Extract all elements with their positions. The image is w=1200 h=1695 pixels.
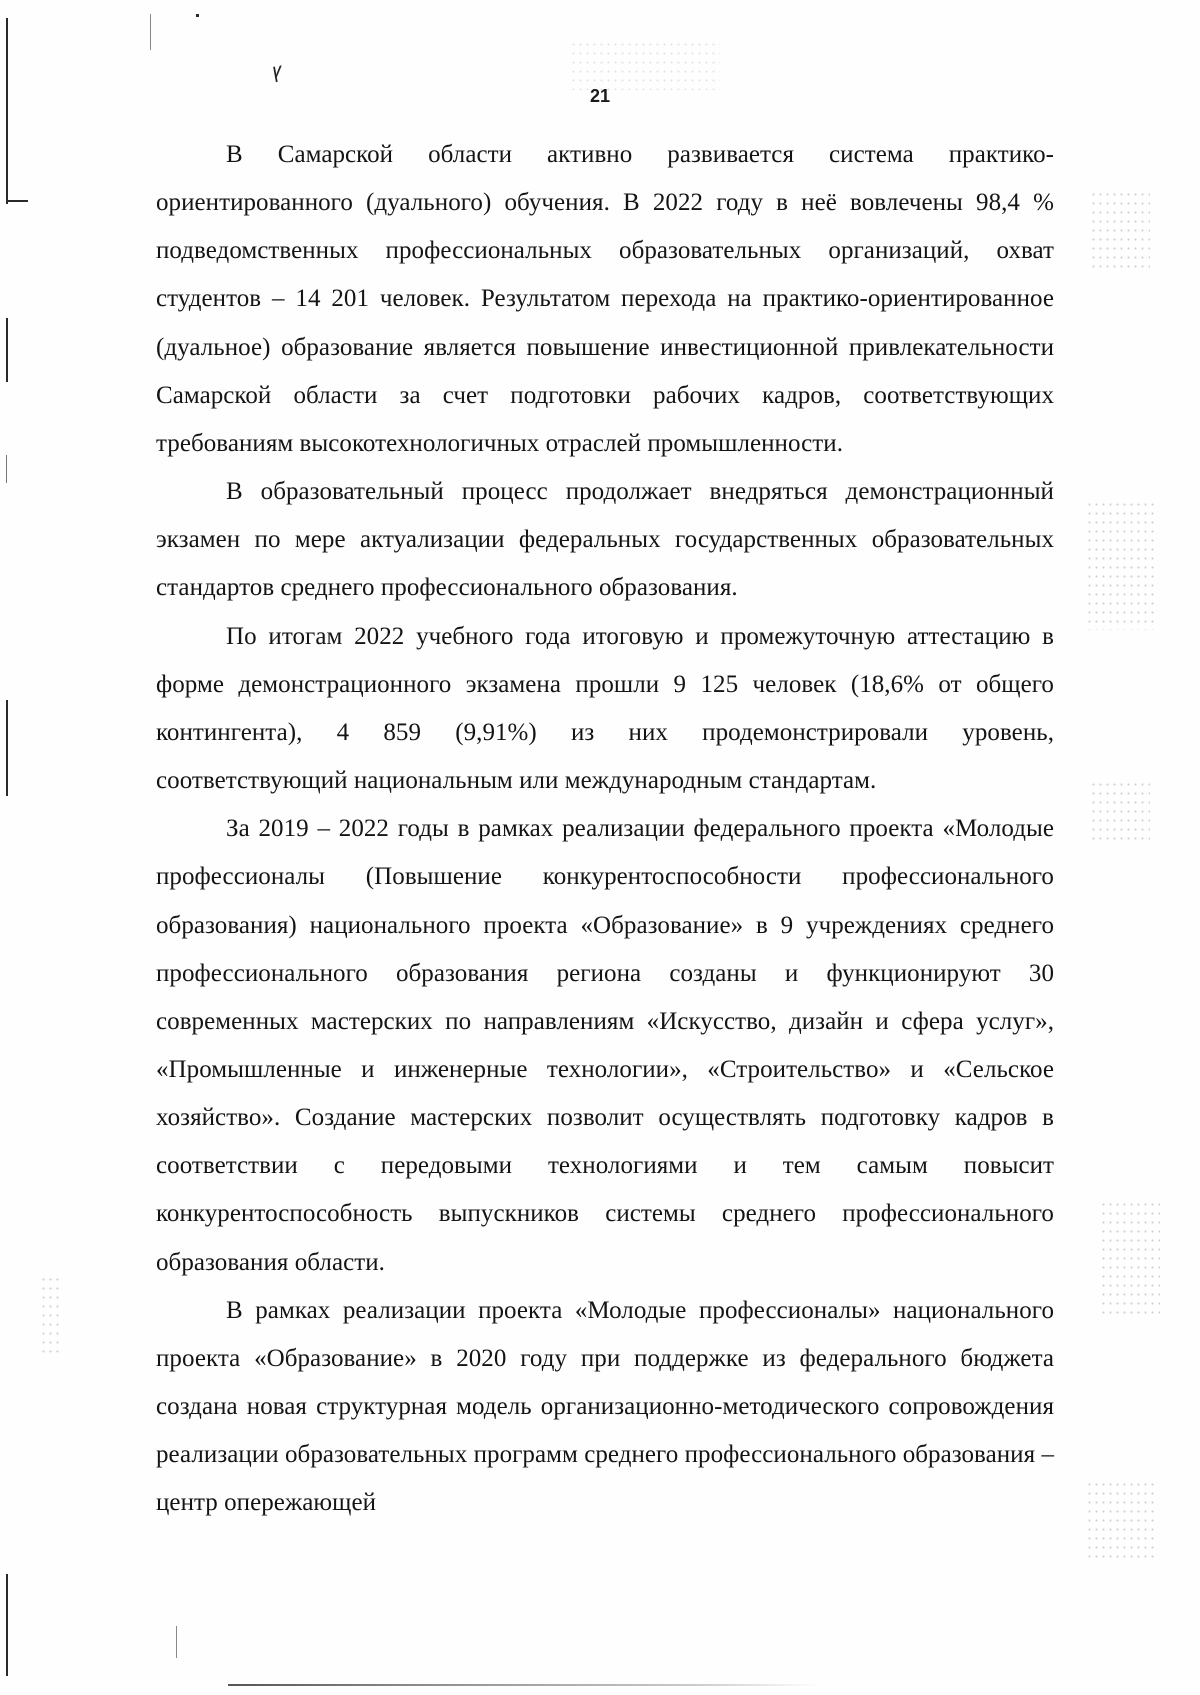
scan-noise <box>40 1275 60 1355</box>
scan-noise <box>1090 780 1150 840</box>
paragraph-demo-exam: В образовательный процесс продолжает внедряться демонстрационный экзамен по мере актуализации федеральных государственных образовательных стандартов среднего профессионального образования. <box>156 478 1054 602</box>
scan-edge-mark <box>150 14 151 50</box>
scan-edge-mark <box>6 318 8 382</box>
scan-edge-mark <box>6 200 28 202</box>
scan-noise <box>570 40 720 90</box>
paragraph-dual-education: В Самарской области активно развивается система практико-ориентированного (дуального) обучения. В 2022 году в неё вовлечены 98,4 % подведомственных профессиональных образовательных организаций, охват студентов – 14 201 человек. Результатом перехода на практико-ориентированное (дуальное) образование является повышение инвестиционной привлекательности Самарской области за счет подготовки рабочих кадров, соответствующих требованиям высокотехнологичных отраслей промышленности. <box>156 141 1054 457</box>
scan-speck <box>196 14 199 17</box>
page-number: 21 <box>589 86 611 106</box>
scan-bottom-smudge <box>228 1684 818 1686</box>
paragraph-exam-results: По итогам 2022 учебного года итоговую и промежуточную аттестацию в форме демонстрационного экзамена прошли 9 125 человек (18,6% от общего контингента), 4 859 (9,91%) из них продемонстрировали уровень, соответствующий национальным или международным стандартам. <box>156 622 1054 795</box>
scan-edge-mark <box>6 18 8 204</box>
scan-noise <box>1090 190 1150 270</box>
paragraph-structural-model: В рамках реализации проекта «Молодые профессионалы» национального проекта «Образование» в 2020 году при поддержке из федерального бюджета создана новая структурная модель организационно-методического сопровождения реализации образовательных программ среднего профессионального образования – центр опережающей <box>156 1296 1054 1517</box>
paragraph-workshops: За 2019 – 2022 годы в рамках реализации федерального проекта «Молодые профессионалы (Повышение конкурентоспособности профессионального образования) национального проекта «Образование» в 9 учреждениях среднего профессионального образования региона созданы и функционируют 30 современных мастерских по направлениям «Искусство, дизайн и сфера услуг», «Промышленные и инженерные технологии», «Строительство» и «Сельское хозяйство». Создание мастерских позволит осуществлять подготовку кадров в соответствии с передовыми технологиями и тем самым повысит конкурентоспособность выпускников системы среднего профессионального образования области. <box>156 815 1054 1276</box>
scan-edge-mark <box>6 455 7 483</box>
scan-noise <box>1100 1200 1160 1320</box>
scan-edge-mark <box>176 1626 177 1658</box>
scan-edge-mark <box>6 1574 8 1676</box>
scan-edge-mark <box>6 700 8 796</box>
scan-noise <box>1086 1480 1156 1560</box>
scan-noise <box>1086 500 1156 630</box>
ink-mark: ꝩ <box>270 57 285 83</box>
body-text <box>156 131 1054 1528</box>
